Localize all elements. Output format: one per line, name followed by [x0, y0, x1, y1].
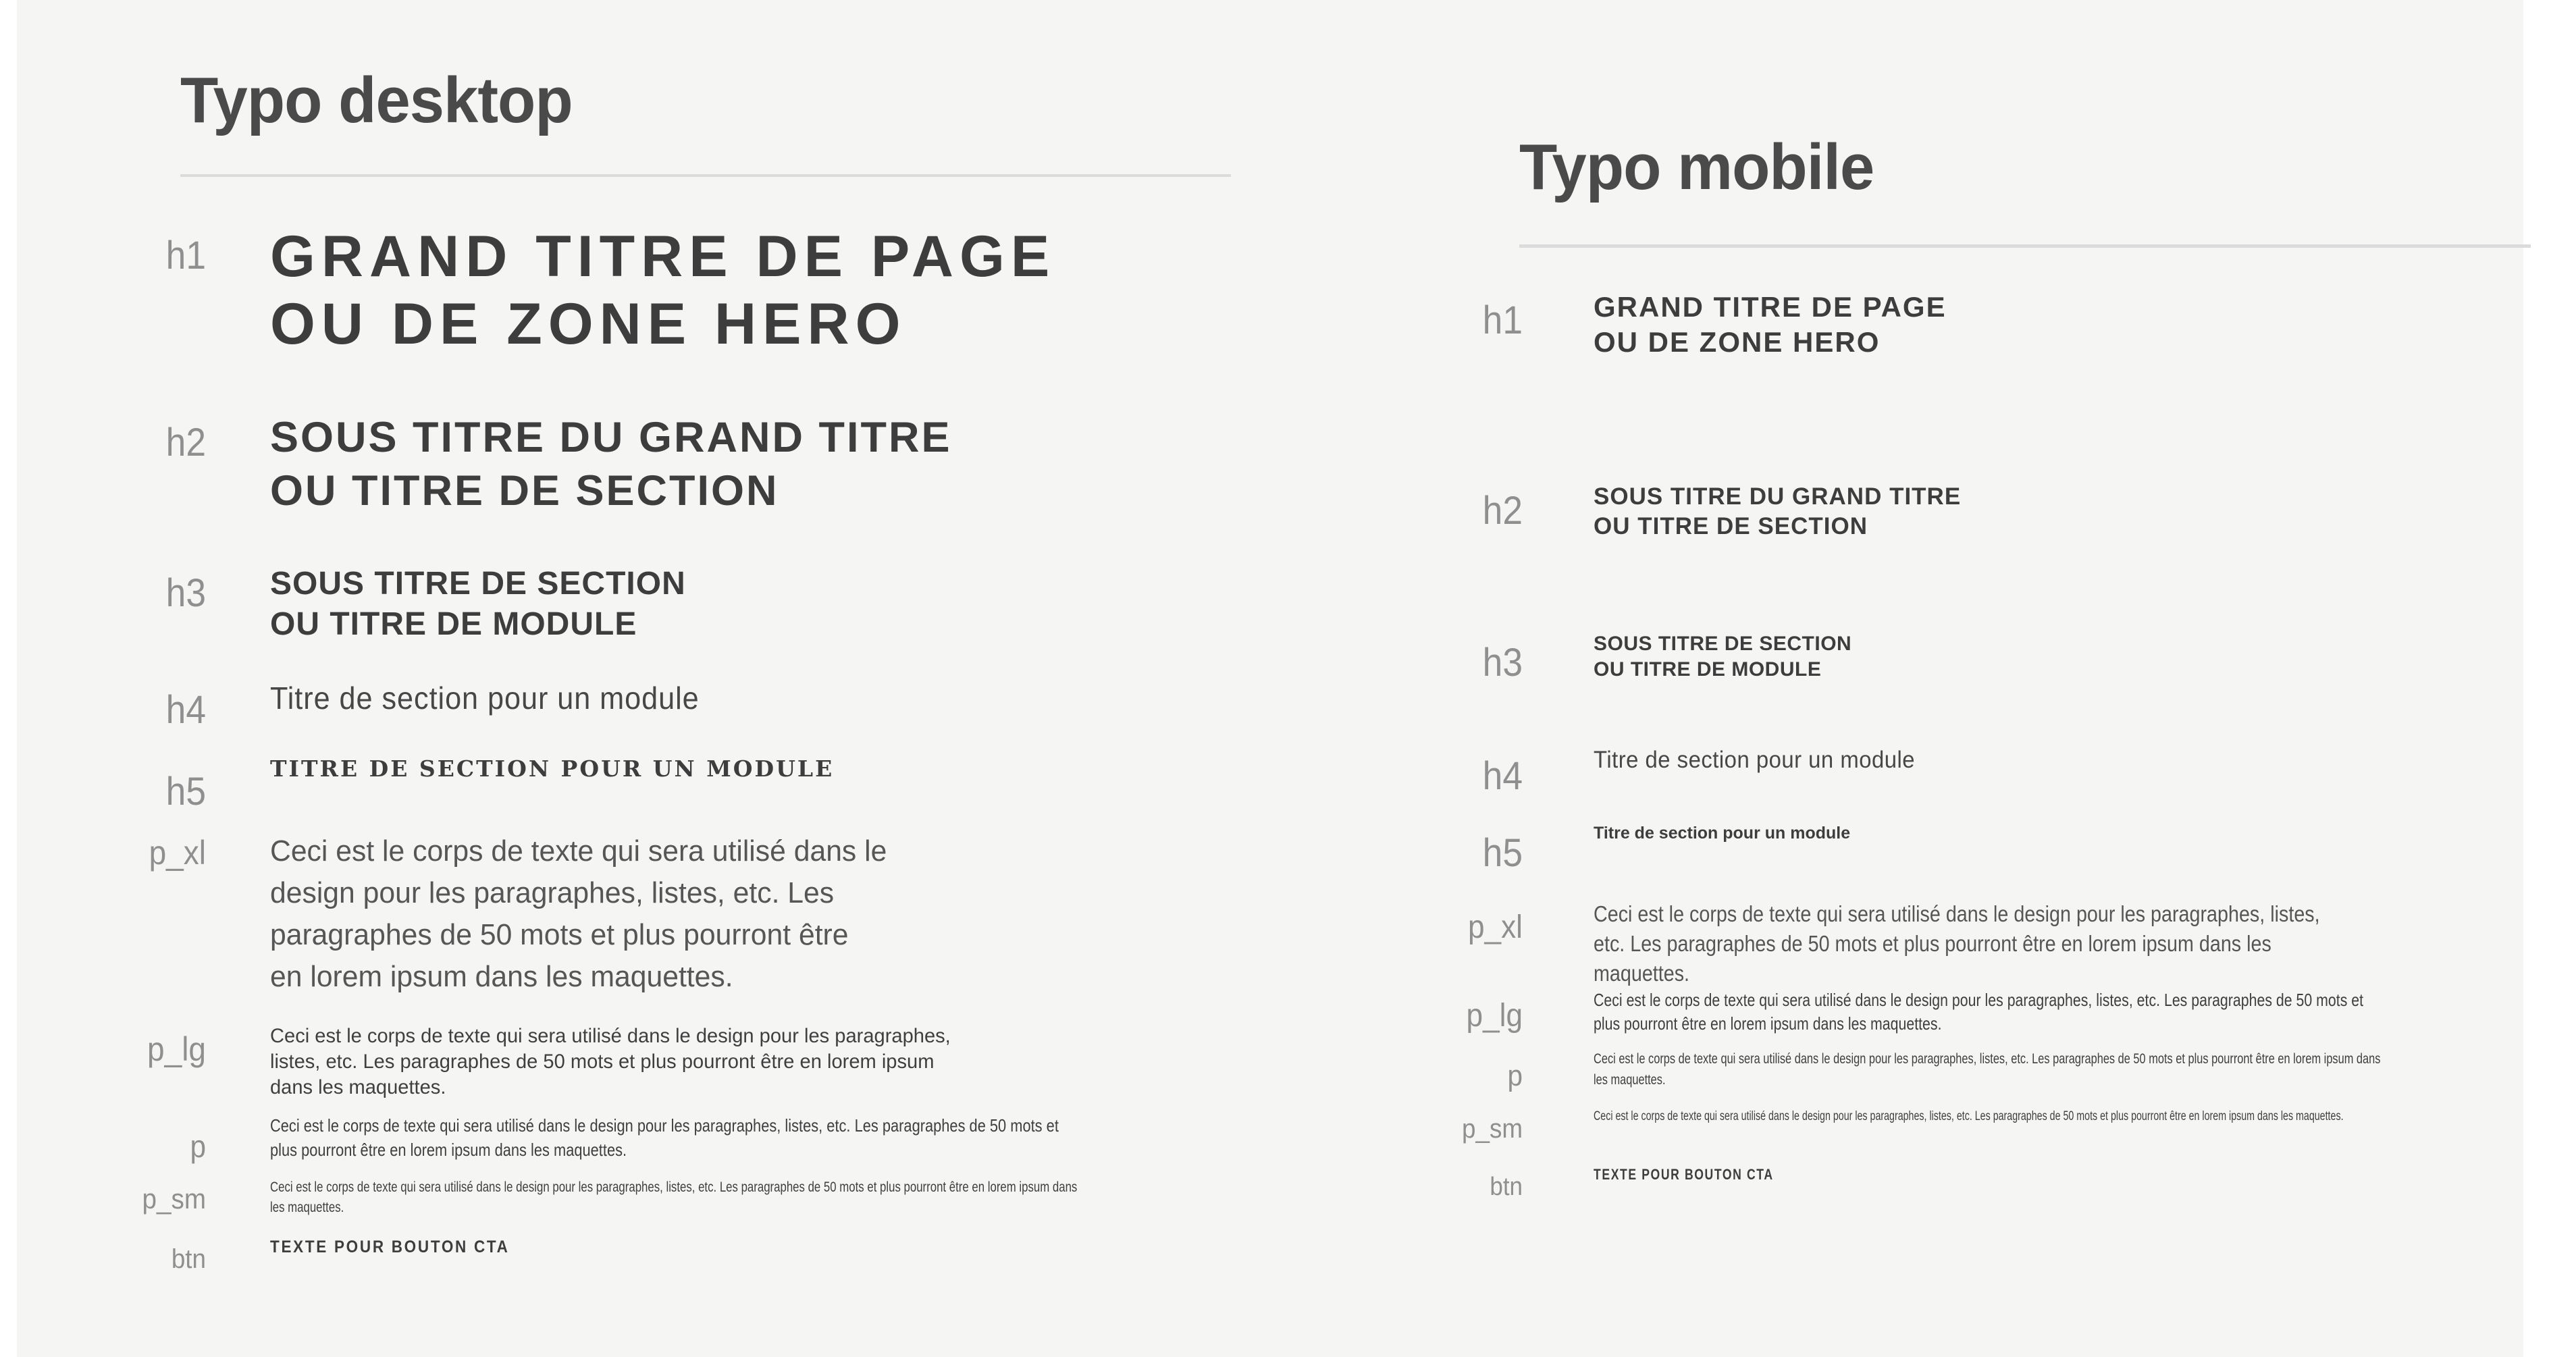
desktop-sample-h1: GRAND TITRE DE PAGE OU DE ZONE HERO	[270, 224, 1056, 356]
mobile-sample-p-lg: Ceci est le corps de texte qui sera utilisé dans le design pour les paragraphes, listes, etc. Les paragraphes de 50 mots et plus pourront être en lorem ipsum dans les maquettes.	[1594, 990, 2364, 1034]
mobile-sample-h5: Titre de section pour un module	[1594, 824, 1851, 843]
desktop-sample-p: Ceci est le corps de texte qui sera utilisé dans le design pour les paragraphes, listes, etc. Les paragraphes de 50 mots et plus pourront être en lorem ipsum dans les maquettes.	[270, 1115, 1059, 1160]
mobile-sample-h3: SOUS TITRE DE SECTION OU TITRE DE MODULE	[1594, 633, 1852, 681]
mobile-sample-h2: SOUS TITRE DU GRAND TITRE OU TITRE DE SECTION	[1594, 483, 1962, 539]
desktop-sample-h5: TITRE DE SECTION POUR UN MODULE	[270, 755, 835, 782]
mobile-sample-h4: Titre de section pour un module	[1594, 747, 1916, 773]
mobile-section-title: Typo mobile	[1519, 131, 1874, 203]
desktop-label-p: p	[190, 1129, 206, 1164]
mobile-label-p-sm: p_sm	[1462, 1114, 1523, 1144]
desktop-label-p-sm: p_sm	[142, 1183, 206, 1215]
desktop-section-title: Typo desktop	[180, 64, 573, 136]
desktop-sample-h4: Titre de section pour un module	[270, 681, 700, 716]
mobile-label-h1: h1	[1482, 298, 1523, 342]
mobile-label-p-lg: p_lg	[1466, 998, 1523, 1034]
mobile-sample-p-xl: Ceci est le corps de texte qui sera utilisé dans le design pour les paragraphes, listes, etc. Les paragraphes de 50 mots et plus pourront être en lorem ipsum dans les maquettes.	[1594, 901, 2320, 986]
desktop-title-divider	[180, 174, 1231, 177]
desktop-sample-h3: SOUS TITRE DE SECTION OU TITRE DE MODULE	[270, 566, 686, 642]
desktop-label-h3: h3	[165, 571, 206, 615]
desktop-label-h4: h4	[165, 688, 206, 732]
mobile-label-h3: h3	[1482, 641, 1523, 685]
desktop-sample-p-lg: Ceci est le corps de texte qui sera utilisé dans le design pour les paragraphes, listes, etc. Les paragraphes de 50 mots et plus pourront être en lorem ipsum dans les maquettes.	[270, 1025, 951, 1098]
desktop-label-h2: h2	[165, 421, 206, 464]
desktop-sample-p-xl: Ceci est le corps de texte qui sera utilisé dans le design pour les paragraphes, listes, etc. Les paragraphes de 50 mots et plus pourront être en lorem ipsum dans les maquettes.	[270, 834, 887, 993]
mobile-title-divider	[1519, 244, 2531, 248]
mobile-label-h4: h4	[1482, 754, 1523, 798]
mobile-sample-p-sm: Ceci est le corps de texte qui sera utilisé dans le design pour les paragraphes, listes, etc. Les paragraphes de 50 mots et plus pourront être en lorem ipsum dans les maquettes.	[1594, 1109, 2344, 1123]
desktop-sample-p-sm: Ceci est le corps de texte qui sera utilisé dans le design pour les paragraphes, listes, etc. Les paragraphes de 50 mots et plus pourront être en lorem ipsum dans les maquettes.	[270, 1179, 1078, 1215]
mobile-label-p: p	[1507, 1059, 1523, 1092]
mobile-label-p-xl: p_xl	[1467, 909, 1523, 945]
desktop-sample-btn: TEXTE POUR BOUTON CTA	[270, 1238, 510, 1256]
desktop-label-p-lg: p_lg	[147, 1030, 206, 1068]
mobile-sample-h1: GRAND TITRE DE PAGE OU DE ZONE HERO	[1594, 291, 1947, 358]
mobile-label-btn: btn	[1490, 1173, 1523, 1201]
desktop-sample-h2: SOUS TITRE DU GRAND TITRE OU TITRE DE SECTION	[270, 414, 952, 514]
mobile-sample-p: Ceci est le corps de texte qui sera utilisé dans le design pour les paragraphes, listes, etc. Les paragraphes de 50 mots et plus pourront être en lorem ipsum dans les maquettes.	[1594, 1051, 2381, 1088]
mobile-label-h2: h2	[1482, 489, 1523, 533]
mobile-label-h5: h5	[1482, 831, 1523, 875]
mobile-sample-btn: TEXTE POUR BOUTON CTA	[1594, 1166, 1774, 1183]
desktop-label-h5: h5	[165, 770, 206, 814]
desktop-label-btn: btn	[171, 1244, 206, 1274]
desktop-label-p-xl: p_xl	[149, 834, 206, 872]
desktop-label-h1: h1	[165, 234, 206, 277]
